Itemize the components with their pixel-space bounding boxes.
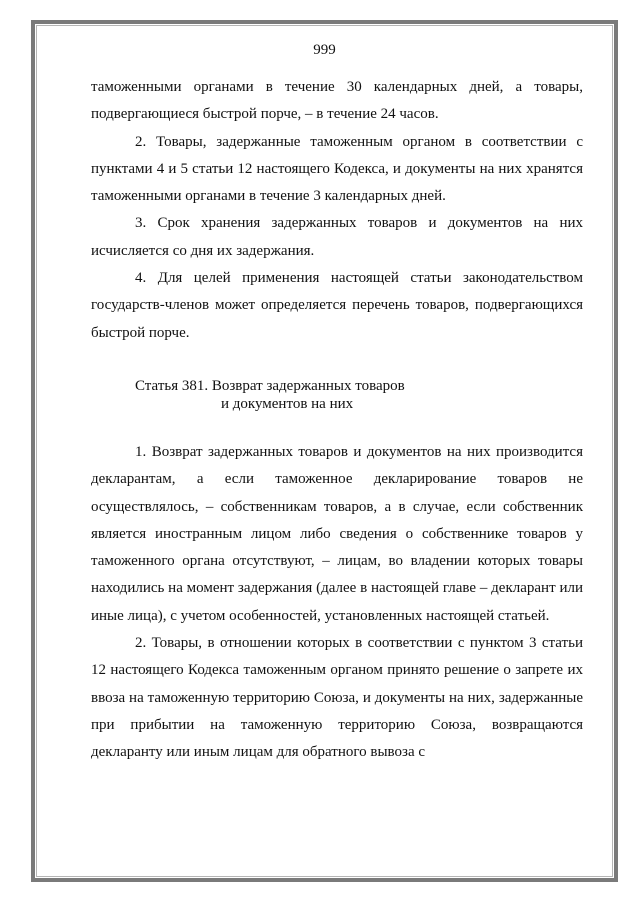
article-paragraph-2: 2. Товары, в отношении которых в соответствии с пунктом 3 статьи 12 настоящего Кодекса таможенным органом принято решение о запрете их ввоза на таможенную территорию Союза, и документы на них, задержанные при прибытии на таможенную территорию Союза, возвращаются декларанту или иным лицам для обратного вывоза с	[91, 635, 583, 761]
page-number: 999	[313, 42, 336, 58]
paragraph-item-4: 4. Для целей применения настоящей статьи законодательством государств-членов может определяется перечень товаров, подвергающихся быстрой порче.	[91, 270, 583, 341]
article-heading	[91, 377, 583, 413]
paragraph-item-3: 3. Срок хранения задержанных товаров и документов на них исчисляется со дня их задержания.	[91, 215, 583, 259]
article-heading-line-2: и документов на них	[221, 395, 354, 412]
article-heading-line-1: Статья 381. Возврат задержанных товаров	[135, 377, 405, 394]
document-body	[91, 74, 583, 767]
page-frame	[31, 20, 618, 882]
paragraph-continuation: таможенными органами в течение 30 календарных дней, а товары, подвергающиеся быстрой порче, – в течение 24 часов.	[91, 79, 583, 123]
paragraph-item-2: 2. Товары, задержанные таможенным органом в соответствии с пунктами 4 и 5 статьи 12 настоящего Кодекса, и документы на них хранятся таможенными органами в течение 3 календарных дней.	[91, 133, 583, 205]
article-paragraph-1: 1. Возврат задержанных товаров и документов на них производится декларантам, а если таможенное декларирование товаров не осуществлялось, – собственникам товаров, а в случае, если собственник является иностранным лицом либо сведения о собственнике товаров у таможенного органа отсутствуют, – лицам, во владении которых товары находились на момент задержания (далее в настоящей главе – декларант или иные лица), с учетом особенностей, установленных настоящей статьей.	[91, 443, 583, 624]
